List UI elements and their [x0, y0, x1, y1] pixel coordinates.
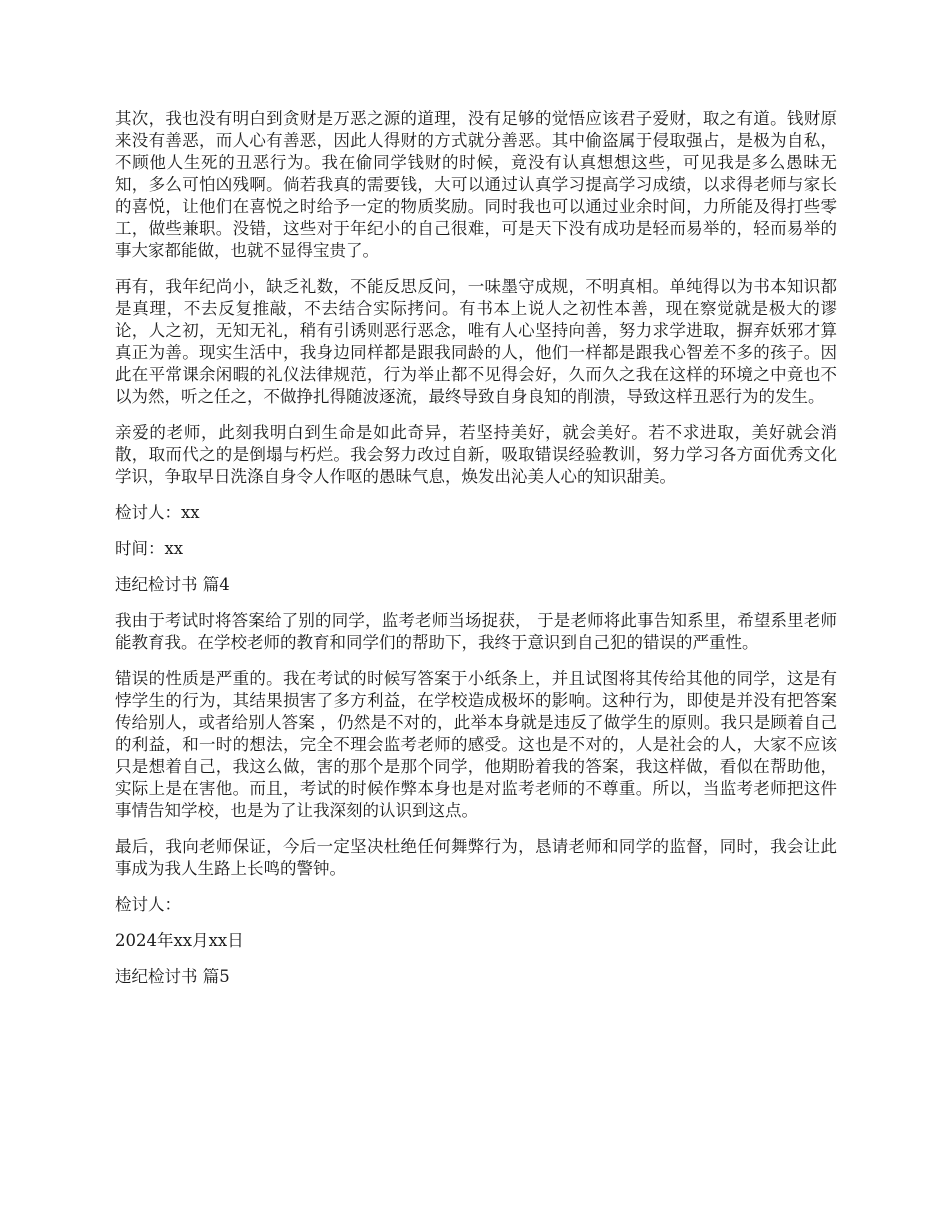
document-body [115, 108, 837, 1002]
paragraph-nature-of-error: 错误的性质是严重的。我在考试的时候写答案于小纸条上，并且试图将其传给其他的同学，这是有悖学生的行为，其结果损害了多方利益，在学校造成极坏的影响。这种行为，即使是并没有把答案传给别人，或者给别人答案 ，仍然是不对的，此举本身就是违反了做学生的原则。我只是顾着自己的利益，和一时的想法，完全不理会监考老师的感受。这也是不对的，人是社会的人，大家不应该只是想着自己，我这么做，害的那个是那个同学，他期盼着我的答案，我这样做，看似在帮助他，实际上是在害他。而且，考试的时候作弊本身也是对监考老师的不尊重。所以，当监考老师把这件事情告知学校，也是为了让我深刻的认识到这点。 [115, 669, 837, 820]
signature-time: 时间：xx [115, 539, 184, 558]
paragraph-resolution: 亲爱的老师，此刻我明白到生命是如此奇异，若坚持美好，就会美好。若不求进取，美好就会消散，取而代之的是倒塌与朽烂。我会努力改过自新，吸取错误经验教训，努力学习各方面优秀文化学识，争取早日洗涤自身令人作呕的愚昧气息，焕发出沁美人心的知识甜美。 [115, 423, 837, 486]
paragraph-promise: 最后，我向老师保证，今后一定坚决杜绝任何舞弊行为，恳请老师和同学的监督，同时，我会让此事成为我人生路上长鸣的警钟。 [115, 837, 837, 878]
paragraph-youth: 再有，我年纪尚小，缺乏礼数，不能反思反问，一味墨守成规，不明真相。单纯得以为书本知识都是真理，不去反复推敲，不去结合实际拷问。有书本上说人之初性本善，现在察觉就是极大的谬论，人之初，无知无礼，稍有引诱则恶行恶念，唯有人心坚持向善，努力求学进取，摒弃妖邪才算真正为善。现实生活中，我身边同样都是跟我同龄的人，他们一样都是跟我心智差不多的孩子。因此在平常课余闲暇的礼仪法律规范，行为举止都不见得会好，久而久之我在这样的环境之中竟也不以为然，听之任之，不做挣扎得随波逐流，最终导致自身良知的削溃，导致这样丑恶行为的发生。 [115, 277, 837, 406]
section-heading-4: 违纪检讨书 篇4 [115, 575, 230, 594]
paragraph-greed: 其次，我也没有明白到贪财是万恶之源的道理，没有足够的觉悟应该君子爱财，取之有道。钱财原来没有善恶，而人心有善恶，因此人得财的方式就分善恶。其中偷盗属于侵取强占，是极为自私，不顾他人生死的丑恶行为。我在偷同学钱财的时候，竟没有认真想想这些，可见我是多么愚昧无知，多么可怕凶残啊。倘若我真的需要钱，大可以通过认真学习提高学习成绩，以求得老师与家长的喜悦，让他们在喜悦之时给予一定的物质奖励。同时我也可以通过业余时间，力所能及得打些零工，做些兼职。没错，这些对于年纪小的自己很难，可是天下没有成功是轻而易举的，轻而易举的事大家都能做，也就不显得宝贵了。 [115, 109, 837, 260]
signature-reviewer: 检讨人：xx [115, 503, 200, 522]
section-heading-5: 违纪检讨书 篇5 [115, 967, 230, 986]
signature-reviewer-2: 检讨人： [115, 895, 181, 914]
paragraph-exam-incident: 我由于考试时将答案给了别的同学，监考老师当场捉获， 于是老师将此事告知系里，希望系里老师能教育我。在学校老师的教育和同学们的帮助下，我终于意识到自己犯的错误的严重性。 [115, 611, 837, 652]
signature-date: 2024年xx月xx日 [115, 931, 244, 950]
